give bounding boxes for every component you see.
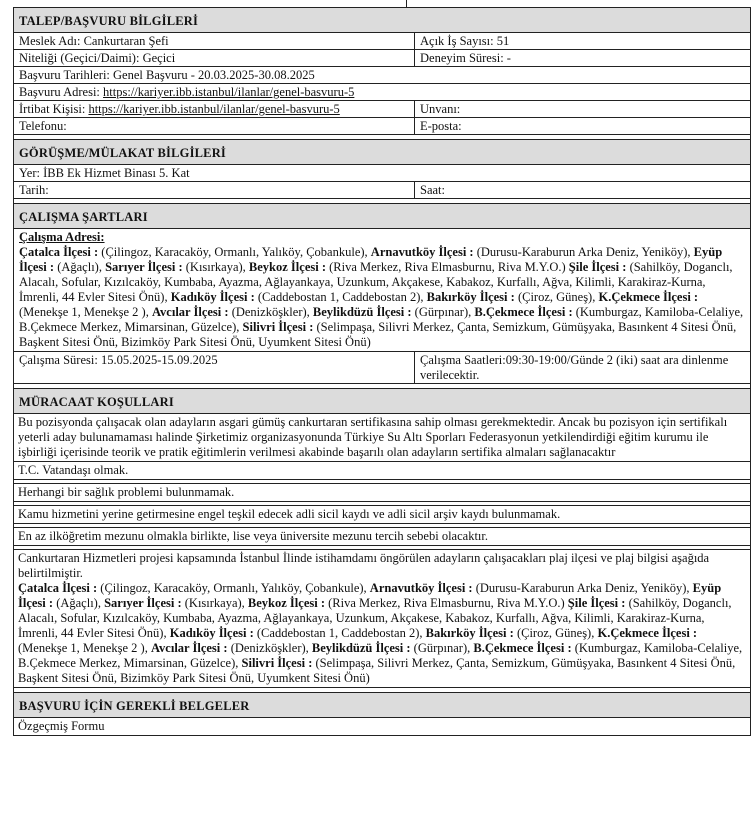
district-name: Kadıköy İlçesi : <box>170 290 255 304</box>
district-name: Beylikdüzü İlçesi : <box>312 305 412 319</box>
district-name: Çatalca İlçesi : <box>18 581 98 595</box>
section-header-muracaat: MÜRACAAT KOŞULLARI <box>13 388 751 413</box>
section-header-gorusme: GÖRÜŞME/MÜLAKAT BİLGİLERİ <box>13 139 751 164</box>
nitelik: Niteliği (Geçici/Daimi): Geçici <box>14 50 415 66</box>
district-name: Beylikdüzü İlçesi : <box>311 641 411 655</box>
muracaat-egitim: En az ilköğretim mezunu olmakla birlikte, lise veya üniversite mezunu tercih sebebi olacaktır. <box>18 529 488 543</box>
district-beaches: (Durusu-Karaburun Arka Deniz, Yeniköy), <box>472 581 693 595</box>
district-beaches: (Menekşe 1, Menekşe 2 ), <box>19 305 152 319</box>
district-name: Eyüp İlçesi : <box>19 245 723 274</box>
district-beaches: Cankurtaran Hizmetleri projesi kapsamında İstanbul İlinde istihamdamı öngörülen adayların çalışacakları plaj ilçesi ve plaj bilgisi aşağıda belirtilmiştir. <box>18 551 710 580</box>
muracaat-vatandas: T.C. Vatandaşı olmak. <box>18 463 129 477</box>
district-beaches: (Selimpaşa, Silivri Merkez, Çanta, Semizkum, Gümüşyaka, Basınkent 4 Sitesi Önü, Başkent Sitesi Önü, Bizimköy Park Sitesi Önü, Uyumkent Sitesi Önü) <box>19 320 737 349</box>
district-beaches: (Çiroz, Güneş), <box>514 290 599 304</box>
e-posta: E-posta: <box>420 119 462 133</box>
district-beaches: (Caddebostan 1, Caddebostan 2), <box>253 626 426 640</box>
district-name: Arnavutköy İlçesi : <box>369 581 473 595</box>
telefonu: Telefonu: <box>14 118 415 134</box>
row-telefon <box>13 117 751 134</box>
row-nitelik <box>13 49 751 66</box>
muracaat-saglik: Herhangi bir sağlık problemi bulunmamak. <box>18 485 235 499</box>
district-name: Arnavutköy İlçesi : <box>370 245 474 259</box>
row-tarih <box>13 181 751 198</box>
district-beaches: İrtibat Kişisi: <box>19 102 89 116</box>
district-beaches: (Denizköşkler), <box>228 305 313 319</box>
row-muracaat-plaj <box>13 549 751 687</box>
row-meslek <box>13 32 751 49</box>
district-beaches: Başvuru Adresi: <box>19 85 104 99</box>
district-beaches: (Sahilköy, Doganclı, Alacalı, Sofular, Kızılcaköy, Kumbaba, Ayazma, Ağlayankaya, Uzunkum, Akçakese, Kabakoz, Kurfallı, Ağva, Kilimli, Karakiraz-Kurna, İmrenli, 44 Evler Sitesi Önü), <box>19 260 733 304</box>
muracaat-sicil: Kamu hizmetini yerine getirmesine engel teşkil edecek adli sicil kaydı ve adli sicil arşiv kaydı bulunmamak. <box>18 507 561 521</box>
gorusme-yer: Yer: İBB Ek Hizmet Binası 5. Kat <box>19 166 190 180</box>
section-header-talep: TALEP/BAŞVURU BİLGİLERİ <box>13 7 751 32</box>
unvani: Unvanı: <box>420 102 461 116</box>
row-yer <box>13 164 751 181</box>
district-beaches: (Riva Merkez, Riva Elmasburnu, Riva M.Y.O.) <box>326 260 569 274</box>
district-beaches: (Caddebostan 1, Caddebostan 2), <box>254 290 427 304</box>
district-beaches: (Sahilköy, Doganclı, Alacalı, Sofular, Kızılcaköy, Kumbaba, Ayazma, Ağlayankaya, Uzunkum, Akçakese, Kabakoz, Kurfallı, Ağva, Kilimli, Karakiraz-Kurna, İmrenli, 44 Evler Sitesi Önü), <box>18 596 732 640</box>
row-basvuru-tarihleri <box>13 66 751 83</box>
basvuru-adresi <box>14 84 359 100</box>
row-irtibat <box>13 100 751 117</box>
district-name: Çatalca İlçesi : <box>19 245 99 259</box>
district-name: Bakırköy İlçesi : <box>426 290 515 304</box>
section-header-calisma: ÇALIŞMA ŞARTLARI <box>13 203 751 228</box>
district-beaches: (Gürpınar), <box>411 305 475 319</box>
row-muracaat-saglik <box>13 483 751 501</box>
district-name: Şile İlçesi : <box>568 260 627 274</box>
district-beaches: (Menekşe 1, Menekşe 2 ), <box>18 641 151 655</box>
district-beaches: (Riva Merkez, Riva Elmasburnu, Riva M.Y.O.) <box>325 596 568 610</box>
row-muracaat-egitim <box>13 527 751 545</box>
district-beaches: (Kısırkaya), <box>181 596 248 610</box>
district-name: Avcılar İlçesi : <box>150 641 228 655</box>
district-beaches: (Denizköşkler), <box>227 641 312 655</box>
district-name: Beykoz İlçesi : <box>248 260 326 274</box>
row-calisma-suresi <box>13 351 751 383</box>
district-beaches: (Kumburgaz, Kamiloba-Celaliye, B.Çekmece Merkez, Mimarsinan, Güzelce), <box>18 641 743 670</box>
district-name: B.Çekmece İlçesi : <box>474 305 573 319</box>
district-beaches: (Ağaçlı), <box>54 260 106 274</box>
district-name: Şile İlçesi : <box>567 596 626 610</box>
district-beaches: (Çilingoz, Karacaköy, Ormanlı, Yalıköy, Çobankule), <box>98 245 371 259</box>
gorusme-tarih: Tarih: <box>14 182 415 198</box>
district-beaches: (Ağaçlı), <box>53 596 105 610</box>
district-name: Eyüp İlçesi : <box>18 581 722 610</box>
district-name: Beykoz İlçesi : <box>247 596 325 610</box>
district-beaches: Çalışma Adresi: <box>19 230 105 244</box>
ozgecmis-formu: Özgeçmiş Formu <box>18 719 105 733</box>
district-beaches: (Çilingoz, Karacaköy, Ormanlı, Yalıköy, Çobankule), <box>97 581 370 595</box>
district-beaches: (Durusu-Karaburun Arka Deniz, Yeniköy), <box>473 245 694 259</box>
district-beaches: (Çiroz, Güneş), <box>513 626 598 640</box>
meslek-adi: Meslek Adı: Cankurtaran Şefi <box>14 33 415 49</box>
district-name: K.Çekmece İlçesi : <box>598 290 699 304</box>
district-name: Silivri İlçesi : <box>242 320 314 334</box>
district-name: Avcılar İlçesi : <box>151 305 229 319</box>
district-name: Kadıköy İlçesi : <box>169 626 254 640</box>
row-ozgecmis <box>13 717 751 736</box>
basvuru-tarihleri: Başvuru Tarihleri: Genel Başvuru - 20.03.2025-30.08.2025 <box>19 68 315 82</box>
section-header-belgeler: BAŞVURU İÇİN GEREKLİ BELGELER <box>13 692 751 717</box>
acik-is-sayisi: Açık İş Sayısı: 51 <box>420 34 510 48</box>
district-beaches: (Kumburgaz, Kamiloba-Celaliye, B.Çekmece Merkez, Mimarsinan, Güzelce), <box>19 305 744 334</box>
calisma-adresi <box>14 229 750 351</box>
district-name: Sarıyer İlçesi : <box>105 260 183 274</box>
district-name: Bakırköy İlçesi : <box>425 626 514 640</box>
document <box>13 0 751 831</box>
muracaat-plaj <box>14 550 750 687</box>
district-beaches: (Kısırkaya), <box>182 260 249 274</box>
row-calisma-adresi <box>13 228 751 351</box>
basvuru-adresi-link[interactable]: https://kariyer.ibb.istanbul/ilanlar/genel-basvuru-5 <box>103 85 355 99</box>
irtibat-kisisi <box>14 101 415 117</box>
row-muracaat-sicil <box>13 505 751 523</box>
calisma-saatleri: Çalışma Saatleri:09:30-19:00/Günde 2 (iki) saat ara dinlenme verilecektir. <box>420 353 729 382</box>
district-beaches: (Gürpınar), <box>410 641 474 655</box>
muracaat-sertifika: Bu pozisyonda çalışacak olan adayların asgari gümüş cankurtaran sertifikasına sahip olması gerekmektedir. Ancak bu pozisyon için sertifikalı yeterli aday bulunamaması halinde Şirketimiz organizasyonunda Türkiye Su Altı Sporları Federasyonun yetkilendirdiği eğitim kurumu ile işbirliği içerisinde teorik ve pratik eğitimlerin verilmesi akabinde başarılı olan adayların sertifika almaları sağlanacaktır <box>18 415 728 459</box>
row-muracaat-vatandas <box>13 461 751 479</box>
district-name: Sarıyer İlçesi : <box>104 596 182 610</box>
calisma-suresi: Çalışma Süresi: 15.05.2025-15.09.2025 <box>14 352 415 383</box>
deneyim-suresi: Deneyim Süresi: - <box>420 51 511 65</box>
gorusme-saat: Saat: <box>420 183 445 197</box>
row-basvuru-adresi <box>13 83 751 100</box>
district-name: K.Çekmece İlçesi : <box>597 626 698 640</box>
district-name: B.Çekmece İlçesi : <box>473 641 572 655</box>
row-muracaat-sertifika <box>13 413 751 461</box>
district-beaches: (Selimpaşa, Silivri Merkez, Çanta, Semizkum, Gümüşyaka, Basınkent 4 Sitesi Önü, Başkent Sitesi Önü, Bizimköy Park Sitesi Önü, Uyumkent Sitesi Önü) <box>18 656 736 685</box>
district-name: Silivri İlçesi : <box>241 656 313 670</box>
irtibat-link[interactable]: https://kariyer.ibb.istanbul/ilanlar/genel-basvuru-5 <box>88 102 340 116</box>
